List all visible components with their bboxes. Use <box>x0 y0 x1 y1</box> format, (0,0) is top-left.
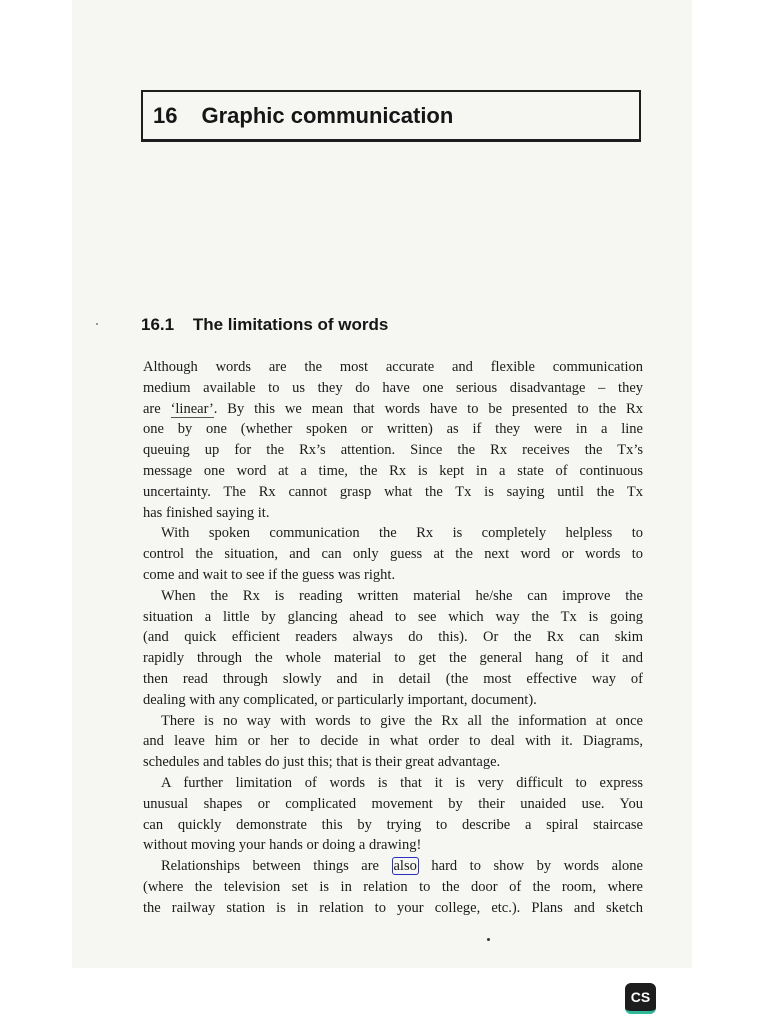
text-segment: With spoken communication the Rx is completely helpless to <box>161 525 643 542</box>
text-segment: one by one (whether spoken or written) as if they were in a line <box>143 421 643 438</box>
text-line <box>143 544 643 565</box>
pencil-mark <box>487 938 490 941</box>
text-segment: has finished saying it. <box>143 504 270 521</box>
text-line <box>143 898 643 919</box>
text-segment: (where the television set is in relation to the door of the room, where <box>143 878 643 895</box>
text-line <box>143 419 643 440</box>
text-line <box>143 586 643 607</box>
text-line <box>143 440 643 461</box>
text-segment: unusual shapes or complicated movement by their unaided use. You <box>143 795 643 812</box>
chapter-heading <box>141 90 641 142</box>
badge-label: CS <box>630 989 651 1005</box>
underlined-word: ‘linear’ <box>170 400 214 417</box>
text-segment: medium available to us they do have one serious disadvantage – they <box>143 379 643 396</box>
text-segment: rapidly through the whole material to get the general hang of it and <box>143 650 643 667</box>
chapter-number: 16 <box>153 102 178 128</box>
text-line <box>143 482 643 503</box>
text-segment: queuing up for the Rx’s attention. Since the Rx receives the Tx’s <box>143 442 643 459</box>
text-segment: Although words are the most accurate and flexible communication <box>143 359 643 375</box>
text-line <box>143 357 643 378</box>
text-line <box>143 877 643 898</box>
text-line <box>143 607 643 628</box>
text-line <box>143 669 643 690</box>
text-segment: message one word at a time, the Rx is kept in a state of continuous <box>143 462 643 479</box>
text-segment: can quickly demonstrate this by trying to describe a spiral staircase <box>143 816 643 833</box>
text-segment: are <box>143 400 171 417</box>
text-segment: the railway station is in relation to your college, etc.). Plans and sketch <box>143 899 643 916</box>
text-line <box>143 627 643 648</box>
text-segment: When the Rx is reading written material he/she can improve the <box>161 587 643 604</box>
text-line <box>143 815 643 836</box>
text-line <box>143 523 643 544</box>
text-line <box>143 752 643 773</box>
text-line <box>143 856 643 877</box>
text-segment: A further limitation of words is that it is very difficult to express <box>161 774 643 791</box>
text-line <box>143 461 643 482</box>
text-line <box>143 711 643 732</box>
camscanner-badge[interactable] <box>625 983 656 1014</box>
text-segment: There is no way with words to give the Rx all the information at once <box>161 712 643 729</box>
text-segment: situation a little by glancing ahead to see which way the Tx is going <box>143 608 643 625</box>
section-number: 16.1 <box>141 315 175 334</box>
text-segment: and leave him or her to decide in what order to deal with it. Diagrams, <box>143 733 643 750</box>
text-segment: dealing with any complicated, or particularly important, document). <box>143 691 537 708</box>
section-heading <box>141 315 388 335</box>
text-line <box>143 731 643 752</box>
text-segment: come and wait to see if the guess was right. <box>143 566 396 583</box>
text-segment: without moving your hands or doing a drawing! <box>143 837 422 854</box>
text-line <box>143 648 643 669</box>
text-segment: hard to show by words alone <box>418 858 643 875</box>
text-segment: uncertainty. The Rx cannot grasp what the Tx is saying until the Tx <box>143 483 643 500</box>
section-title: The limitations of words <box>192 315 389 334</box>
text-line <box>143 794 643 815</box>
text-line <box>143 503 643 524</box>
text-segment: Relationships between things are <box>161 858 392 875</box>
text-line <box>143 690 643 711</box>
text-segment: then read through slowly and in detail (the most effective way of <box>143 670 643 687</box>
margin-mark <box>96 323 98 325</box>
text-line <box>143 773 643 794</box>
text-line <box>143 565 643 586</box>
text-line <box>143 378 643 399</box>
text-segment: schedules and tables do just this; that is their great advantage. <box>143 754 501 771</box>
text-line <box>143 399 643 420</box>
text-segment: (and quick efficient readers always do this). Or the Rx can skim <box>143 629 643 646</box>
text-line <box>143 835 643 856</box>
body-text <box>143 357 643 919</box>
text-segment: . By this we mean that words have to be presented to the Rx <box>213 400 643 417</box>
text-segment: control the situation, and can only guess at the next word or words to <box>143 546 643 563</box>
chapter-title: Graphic communication <box>201 102 454 128</box>
circled-word: also <box>393 858 417 875</box>
